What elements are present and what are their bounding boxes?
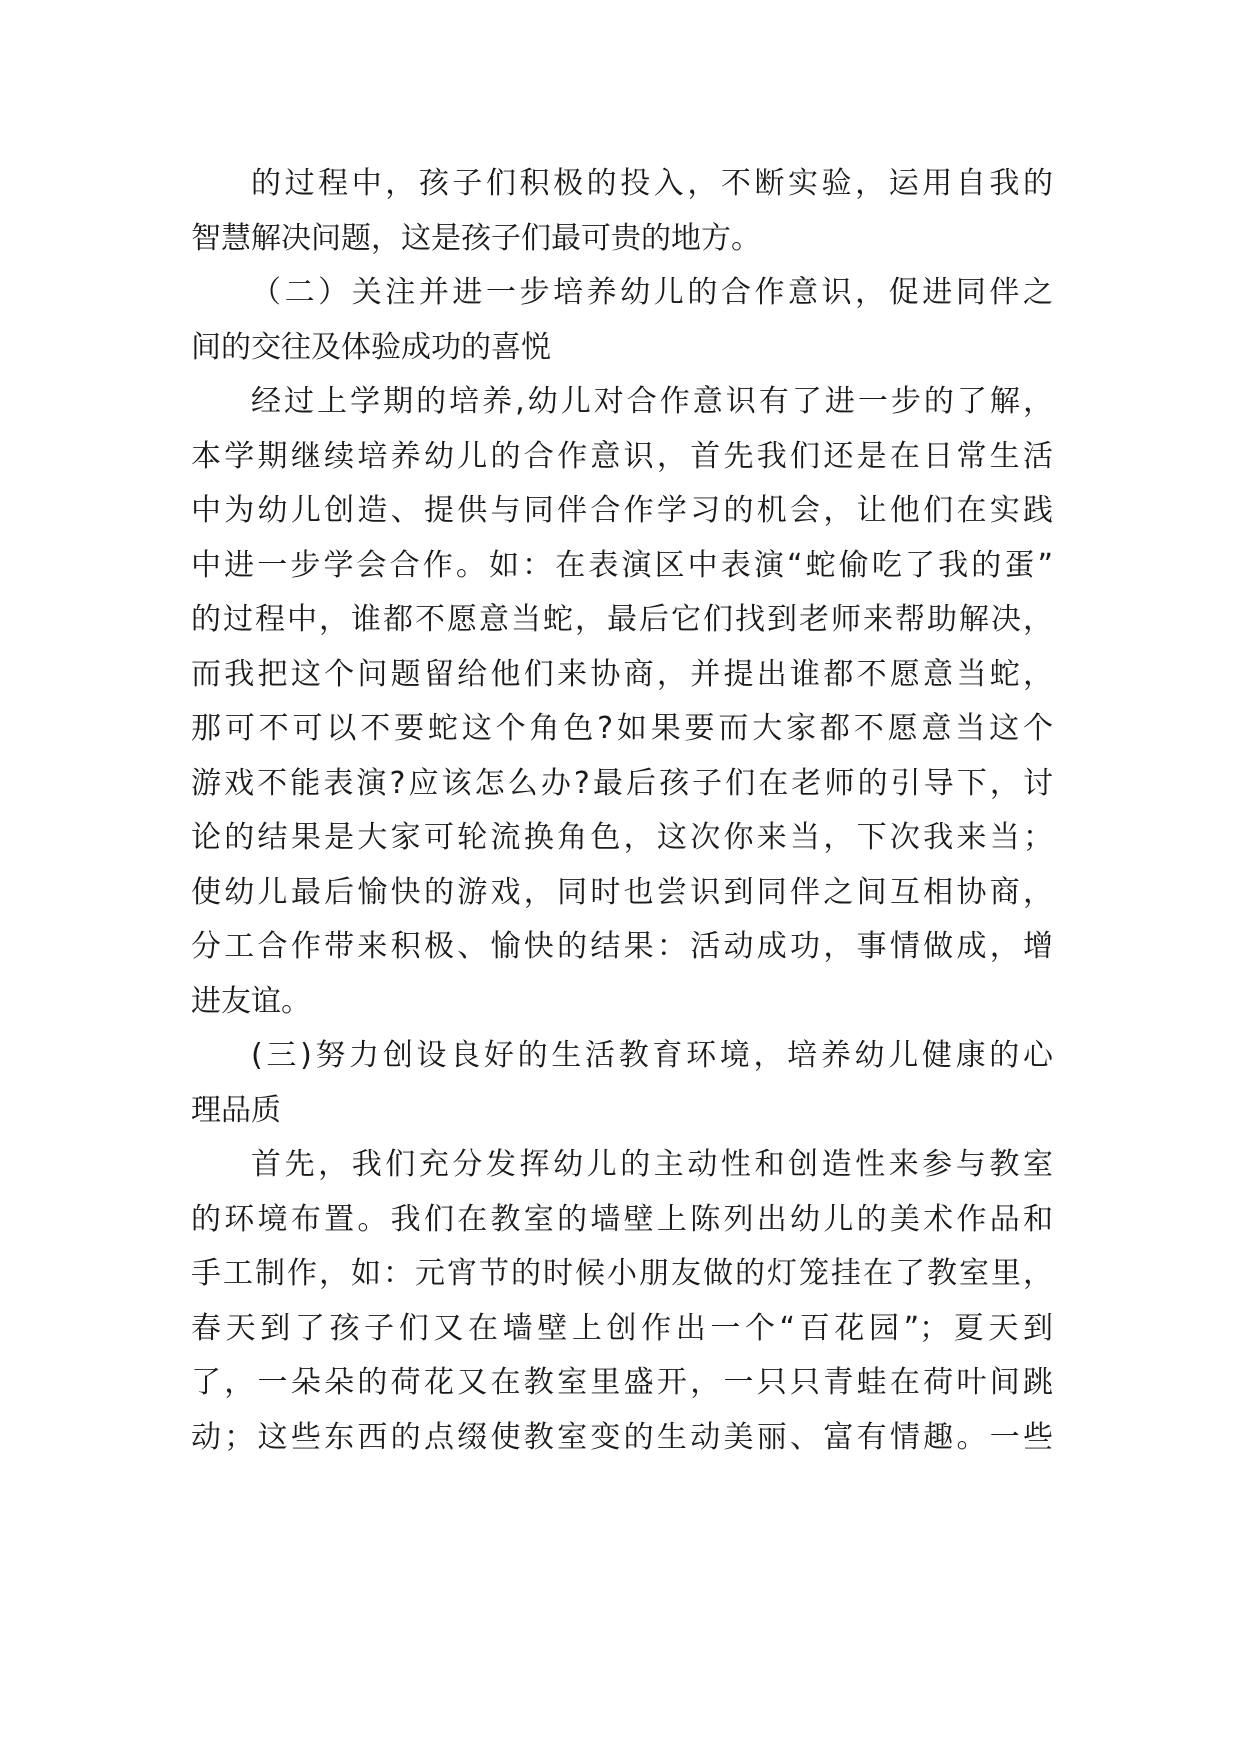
text-line: （二）关注并进一步培养幼儿的合作意识，促进同伴之 bbox=[251, 275, 1053, 310]
text-line: 的过程中，谁都不愿意当蛇，最后它们找到老师来帮助解决， bbox=[191, 602, 1053, 637]
text-line: 中进一步学会合作。如：在表演区中表演“蛇偷吃了我的蛋” bbox=[191, 547, 1053, 583]
text-line: 使幼儿最后愉快的游戏，同时也尝识到同伴之间互相协商， bbox=[191, 874, 1053, 910]
text-line: 本学期继续培养幼儿的合作意识，首先我们还是在日常生活 bbox=[191, 438, 1053, 474]
text-line: 手工制作，如：元宵节的时候小朋友做的灯笼挂在了教室里， bbox=[191, 1256, 1053, 1291]
text-line: 论的结果是大家可轮流换角色，这次你来当，下次我来当； bbox=[191, 820, 1053, 855]
text-line: 了，一朵朵的荷花又在教室里盛开，一只只青蛙在荷叶间跳 bbox=[191, 1365, 1053, 1400]
text-line: 春天到了孩子们又在墙壁上创作出一个“百花园”；夏天到 bbox=[191, 1310, 1053, 1346]
text-line: 而我把这个问题留给他们来协商，并提出谁都不愿意当蛇， bbox=[191, 656, 1053, 692]
text-line: 分工合作带来积极、愉快的结果：活动成功，事情做成，增 bbox=[191, 929, 1053, 964]
text-line: 的过程中，孩子们积极的投入，不断实验，运用自我的 bbox=[251, 166, 1053, 201]
text-line: 间的交往及体验成功的喜悦 bbox=[191, 329, 551, 365]
text-line: 经过上学期的培养,幼儿对合作意识有了进一步的了解， bbox=[251, 384, 1053, 419]
text-line: (三)努力创设良好的生活教育环境，培养幼儿健康的心 bbox=[251, 1038, 1053, 1073]
text-line: 理品质 bbox=[191, 1092, 281, 1128]
text-line: 的环境布置。我们在教室的墙壁上陈列出幼儿的美术作品和 bbox=[191, 1201, 1053, 1237]
text-line: 动；这些东西的点缀使教室变的生动美丽、富有情趣。一些 bbox=[191, 1419, 1053, 1455]
text-line: 进友谊。 bbox=[191, 983, 311, 1019]
text-line: 智慧解决问题，这是孩子们最可贵的地方。 bbox=[191, 220, 761, 256]
text-line: 首先，我们充分发挥幼儿的主动性和创造性来参与教室 bbox=[251, 1147, 1053, 1182]
text-line: 中为幼儿创造、提供与同伴合作学习的机会，让他们在实践 bbox=[191, 493, 1053, 528]
text-line: 那可不可以不要蛇这个角色?如果要而大家都不愿意当这个 bbox=[191, 711, 1053, 746]
text-line: 游戏不能表演?应该怎么办?最后孩子们在老师的引导下，讨 bbox=[191, 765, 1053, 801]
document-body bbox=[191, 157, 1053, 1465]
